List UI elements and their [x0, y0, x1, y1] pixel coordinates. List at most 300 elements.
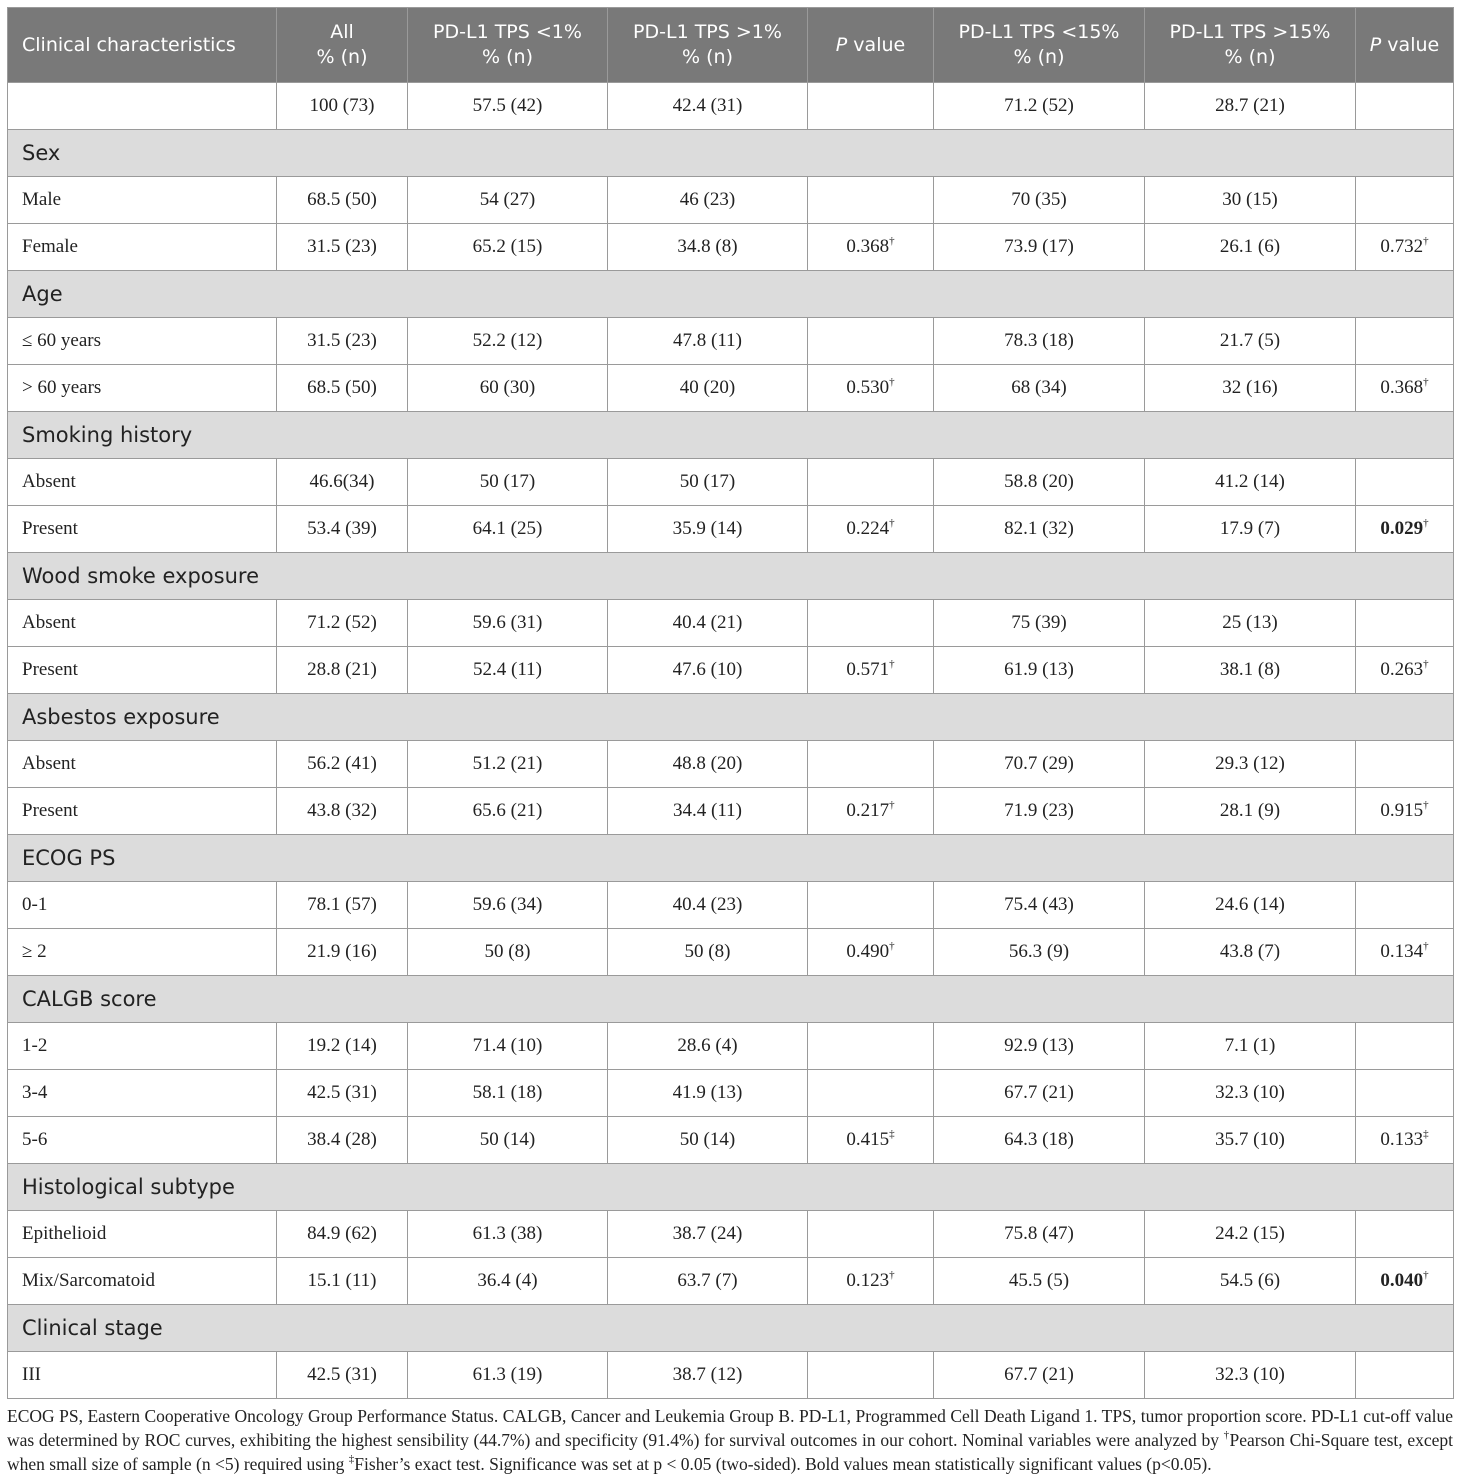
- cell-tps-lt1: [408, 600, 608, 647]
- cell-tps-lt15: [934, 647, 1145, 694]
- cell-value: 0.263: [1380, 659, 1424, 680]
- cell-all: [277, 647, 408, 694]
- cell-value: 42.5 (31): [307, 1082, 377, 1103]
- cell-value: 38.7 (12): [672, 1364, 743, 1385]
- cell-tps-gt1: [608, 365, 808, 412]
- cell-value: 38.1 (8): [1219, 659, 1281, 680]
- cell-value: 40.4 (23): [672, 894, 743, 915]
- cell-value: 53.4 (39): [307, 518, 377, 539]
- cell-all: [277, 365, 408, 412]
- cell-value: 71.2 (52): [1004, 95, 1074, 116]
- cell-tps-gt15: [1145, 83, 1356, 130]
- cell-tps-lt15: [934, 1023, 1145, 1070]
- total-row: [8, 83, 1454, 130]
- cell-value: Present: [22, 518, 78, 539]
- cell-value: 54.5 (6): [1219, 1270, 1281, 1291]
- cell-all: [277, 318, 408, 365]
- cell-tps-gt1: [608, 318, 808, 365]
- cell-tps-gt1: [608, 177, 808, 224]
- group-title: Clinical stage: [8, 1305, 1454, 1352]
- cell-tps-lt1: [408, 647, 608, 694]
- cell-p-value-1: [808, 600, 934, 647]
- table-row: [8, 741, 1454, 788]
- cell-p-value-2: [1356, 1117, 1454, 1164]
- cell-value: 29.3 (12): [1215, 753, 1285, 774]
- cell-characteristic: [8, 600, 277, 647]
- cell-tps-lt15: [934, 882, 1145, 929]
- group-title: ECOG PS: [8, 835, 1454, 882]
- cell-tps-gt15: [1145, 1117, 1356, 1164]
- cell-tps-lt1: [408, 1023, 608, 1070]
- cell-characteristic: [8, 788, 277, 835]
- cell-value: 46 (23): [679, 189, 736, 210]
- table-row: [8, 318, 1454, 365]
- group-title: Sex: [8, 130, 1454, 177]
- cell-value: 36.4 (4): [477, 1270, 538, 1291]
- cell-value: Epithelioid: [22, 1223, 107, 1244]
- cell-tps-lt15: [934, 1352, 1145, 1399]
- cell-p-value-1: [808, 459, 934, 506]
- test-mark: †: [1423, 799, 1429, 811]
- cell-p-value-1: [808, 1352, 934, 1399]
- dagger-mark: †: [1223, 1429, 1230, 1441]
- cell-characteristic: [8, 318, 277, 365]
- cell-value: 67.7 (21): [1004, 1364, 1074, 1385]
- document: [7, 7, 1453, 1476]
- cell-value: 50 (14): [679, 1129, 736, 1150]
- cell-value: 68 (34): [1011, 377, 1067, 398]
- cell-tps-gt15: [1145, 1352, 1356, 1399]
- cell-value: 92.9 (13): [1004, 1035, 1074, 1056]
- cell-tps-lt15: [934, 365, 1145, 412]
- cell-tps-lt15: [934, 224, 1145, 271]
- table-row: [8, 647, 1454, 694]
- cell-tps-gt1: [608, 1117, 808, 1164]
- cell-value: 57.5 (42): [472, 95, 543, 116]
- cell-value: 24.2 (15): [1215, 1223, 1285, 1244]
- cell-value: 61.3 (38): [472, 1223, 543, 1244]
- test-mark: ‡: [1423, 1128, 1429, 1140]
- header-text: PD-L1 TPS >15%: [1169, 21, 1331, 43]
- cell-tps-gt1: [608, 882, 808, 929]
- cell-value: 3-4: [22, 1082, 48, 1103]
- cell-p-value-1: [808, 1258, 934, 1305]
- table-row: [8, 788, 1454, 835]
- test-mark: †: [1423, 940, 1429, 952]
- cell-value: 67.7 (21): [1004, 1082, 1074, 1103]
- header-p-value-1: [808, 8, 934, 83]
- cell-value: 58.8 (20): [1004, 471, 1074, 492]
- cell-value: 60 (30): [479, 377, 536, 398]
- cell-tps-gt15: [1145, 788, 1356, 835]
- cell-value: 0.530: [846, 377, 890, 398]
- table-row: [8, 1117, 1454, 1164]
- table-row: [8, 1023, 1454, 1070]
- cell-tps-gt15: [1145, 177, 1356, 224]
- cell-tps-gt15: [1145, 459, 1356, 506]
- cell-value: 25 (13): [1222, 612, 1278, 633]
- cell-value: 1-2: [22, 1035, 48, 1056]
- cell-value: 38.7 (24): [672, 1223, 743, 1244]
- header-p-value-2: [1356, 8, 1454, 83]
- cell-p-value-2: [1356, 1352, 1454, 1399]
- table-body: [8, 83, 1454, 1399]
- cell-p-value-2: [1356, 1258, 1454, 1305]
- cell-characteristic: [8, 459, 277, 506]
- cell-p-value-2: [1356, 882, 1454, 929]
- cell-tps-lt15: [934, 1211, 1145, 1258]
- cell-p-value-1: [808, 506, 934, 553]
- cell-all: [277, 83, 408, 130]
- cell-value: 42.4 (31): [672, 95, 743, 116]
- cell-value: 28.6 (4): [677, 1035, 738, 1056]
- cell-characteristic: [8, 929, 277, 976]
- header-tps-lt15: [934, 8, 1145, 83]
- cell-tps-gt15: [1145, 1258, 1356, 1305]
- group-header-row: [8, 976, 1454, 1023]
- cell-characteristic: [8, 1070, 277, 1117]
- group-header-row: [8, 835, 1454, 882]
- cell-value: 24.6 (14): [1215, 894, 1285, 915]
- cell-all: [277, 1070, 408, 1117]
- cell-value: 43.8 (32): [307, 800, 377, 821]
- group-title: Wood smoke exposure: [8, 553, 1454, 600]
- cell-p-value-2: [1356, 177, 1454, 224]
- cell-value: 0.029: [1380, 518, 1424, 539]
- cell-value: Absent: [22, 753, 76, 774]
- cell-value: 52.4 (11): [473, 659, 542, 680]
- test-mark: †: [1423, 517, 1429, 529]
- cell-value: 100 (73): [309, 95, 375, 116]
- cell-tps-lt15: [934, 788, 1145, 835]
- cell-tps-gt1: [608, 506, 808, 553]
- cell-value: 0-1: [22, 894, 48, 915]
- cell-all: [277, 506, 408, 553]
- cell-tps-gt15: [1145, 224, 1356, 271]
- cell-tps-gt1: [608, 1070, 808, 1117]
- table-row: [8, 1352, 1454, 1399]
- cell-all: [277, 600, 408, 647]
- cell-p-value-1: [808, 1070, 934, 1117]
- group-title: CALGB score: [8, 976, 1454, 1023]
- cell-value: III: [22, 1364, 41, 1385]
- header-subtext: % (n): [1224, 46, 1276, 68]
- cell-p-value-1: [808, 647, 934, 694]
- group-header-row: [8, 694, 1454, 741]
- cell-value: 71.4 (10): [472, 1035, 543, 1056]
- cell-p-value-2: [1356, 1023, 1454, 1070]
- group-title: Asbestos exposure: [8, 694, 1454, 741]
- header-p-letter: P: [1369, 33, 1382, 56]
- cell-value: Female: [22, 236, 78, 257]
- cell-characteristic: [8, 882, 277, 929]
- cell-value: 26.1 (6): [1219, 236, 1281, 257]
- cell-value: Absent: [22, 471, 76, 492]
- cell-value: 17.9 (7): [1219, 518, 1281, 539]
- cell-value: 48.8 (20): [672, 753, 743, 774]
- cell-value: 64.1 (25): [472, 518, 543, 539]
- cell-value: 75.4 (43): [1004, 894, 1074, 915]
- header-subtext: % (n): [316, 46, 368, 68]
- cell-tps-gt15: [1145, 365, 1356, 412]
- cell-tps-gt1: [608, 1211, 808, 1258]
- cell-value: 59.6 (34): [472, 894, 543, 915]
- cell-tps-lt1: [408, 741, 608, 788]
- cell-all: [277, 1352, 408, 1399]
- cell-p-value-1: [808, 788, 934, 835]
- cell-p-value-2: [1356, 318, 1454, 365]
- cell-value: 56.3 (9): [1008, 941, 1070, 962]
- cell-value: 32 (16): [1222, 377, 1278, 398]
- cell-value: 47.8 (11): [673, 330, 742, 351]
- cell-tps-lt15: [934, 318, 1145, 365]
- test-mark: †: [1423, 235, 1429, 247]
- cell-value: 63.7 (7): [677, 1270, 738, 1291]
- cell-value: ≥ 2: [22, 941, 47, 962]
- cell-tps-gt15: [1145, 600, 1356, 647]
- table-row: [8, 882, 1454, 929]
- group-header-row: [8, 553, 1454, 600]
- table-row: [8, 1211, 1454, 1258]
- cell-tps-lt15: [934, 600, 1145, 647]
- cell-tps-gt15: [1145, 506, 1356, 553]
- table-row: [8, 600, 1454, 647]
- header-all: [277, 8, 408, 83]
- header-text: PD-L1 TPS <1%: [433, 21, 582, 43]
- cell-tps-gt1: [608, 1023, 808, 1070]
- cell-value: 31.5 (23): [307, 330, 377, 351]
- cell-value: 42.5 (31): [307, 1364, 377, 1385]
- header-clinical-characteristics: [8, 8, 277, 83]
- cell-tps-gt1: [608, 83, 808, 130]
- table-row: [8, 929, 1454, 976]
- cell-value: 0.571: [846, 659, 890, 680]
- cell-characteristic: [8, 177, 277, 224]
- cell-value: 0.123: [846, 1270, 890, 1291]
- header-tps-gt1: [608, 8, 808, 83]
- cell-value: 46.6(34): [309, 471, 375, 492]
- cell-value: 58.1 (18): [472, 1082, 543, 1103]
- test-mark: †: [889, 1269, 895, 1281]
- cell-value: 15.1 (11): [307, 1270, 377, 1291]
- cell-value: 70 (35): [1011, 189, 1067, 210]
- footnote-text: ECOG PS, Eastern Cooperative Oncology Group Performance Status. CALGB, Cancer and Leukemia Group B. PD-L1, Programmed Cell Death Ligand 1. TPS, tumor proportion score. PD-L1 cut-off value was determined by ROC curves, exhibiting the highest sensibility (44.7%) and specificity (91.4%) for survival outcomes in our cohort. Nominal variables were analyzed by: [7, 1406, 1453, 1450]
- cell-value: 61.9 (13): [1004, 659, 1074, 680]
- test-mark: †: [1423, 658, 1429, 670]
- cell-value: 21.7 (5): [1219, 330, 1281, 351]
- cell-p-value-1: [808, 1211, 934, 1258]
- header-tps-gt15: [1145, 8, 1356, 83]
- cell-tps-gt1: [608, 224, 808, 271]
- cell-tps-lt1: [408, 882, 608, 929]
- group-header-row: [8, 412, 1454, 459]
- cell-value: 0.040: [1380, 1270, 1424, 1291]
- cell-value: 75.8 (47): [1004, 1223, 1074, 1244]
- header-subtext: % (n): [482, 46, 533, 68]
- cell-value: 34.8 (8): [677, 236, 738, 257]
- cell-value: 28.1 (9): [1219, 800, 1281, 821]
- cell-tps-gt1: [608, 929, 808, 976]
- cell-tps-lt1: [408, 365, 608, 412]
- cell-value: 47.6 (10): [672, 659, 743, 680]
- cell-value: 50 (8): [484, 941, 531, 962]
- cell-value: 50 (8): [684, 941, 731, 962]
- cell-value: 65.6 (21): [472, 800, 543, 821]
- cell-tps-gt15: [1145, 647, 1356, 694]
- cell-p-value-2: [1356, 788, 1454, 835]
- cell-all: [277, 929, 408, 976]
- cell-tps-gt15: [1145, 929, 1356, 976]
- cell-tps-lt1: [408, 929, 608, 976]
- cell-value: 40 (20): [679, 377, 736, 398]
- cell-value: Present: [22, 659, 78, 680]
- table-row: [8, 1070, 1454, 1117]
- cell-p-value-2: [1356, 83, 1454, 130]
- cell-value: 78.1 (57): [307, 894, 377, 915]
- header-subtext: % (n): [1013, 46, 1065, 68]
- cell-tps-lt1: [408, 177, 608, 224]
- cell-tps-lt1: [408, 1117, 608, 1164]
- cell-value: 84.9 (62): [307, 1223, 377, 1244]
- cell-p-value-2: [1356, 647, 1454, 694]
- cell-value: 68.5 (50): [307, 377, 377, 398]
- header-subtext: % (n): [682, 46, 733, 68]
- cell-p-value-2: [1356, 506, 1454, 553]
- header-row: [8, 8, 1454, 83]
- cell-tps-gt1: [608, 741, 808, 788]
- test-mark: †: [889, 940, 895, 952]
- cell-tps-lt1: [408, 318, 608, 365]
- test-mark: †: [889, 517, 895, 529]
- group-header-row: [8, 1305, 1454, 1352]
- cell-value: 52.2 (12): [472, 330, 543, 351]
- cell-p-value-2: [1356, 1211, 1454, 1258]
- cell-value: 30 (15): [1222, 189, 1278, 210]
- cell-tps-lt1: [408, 1352, 608, 1399]
- clinical-characteristics-table: [7, 7, 1454, 1399]
- test-mark: †: [889, 235, 895, 247]
- cell-tps-lt1: [408, 224, 608, 271]
- cell-tps-lt15: [934, 459, 1145, 506]
- cell-value: 68.5 (50): [307, 189, 377, 210]
- cell-value: 43.8 (7): [1219, 941, 1281, 962]
- cell-value: Present: [22, 800, 78, 821]
- cell-tps-gt15: [1145, 318, 1356, 365]
- cell-value: 0.134: [1380, 941, 1424, 962]
- cell-value: 21.9 (16): [307, 941, 377, 962]
- cell-value: 35.9 (14): [672, 518, 743, 539]
- header-text: value: [1381, 33, 1440, 56]
- cell-characteristic: [8, 741, 277, 788]
- cell-value: 50 (14): [479, 1129, 536, 1150]
- test-mark: ‡: [889, 1128, 895, 1140]
- group-header-row: [8, 1164, 1454, 1211]
- cell-p-value-1: [808, 83, 934, 130]
- cell-value: 0.133: [1380, 1129, 1424, 1150]
- test-mark: †: [889, 799, 895, 811]
- cell-value: 65.2 (15): [472, 236, 543, 257]
- group-title: Age: [8, 271, 1454, 318]
- cell-value: 0.732: [1380, 236, 1424, 257]
- cell-value: 45.5 (5): [1008, 1270, 1070, 1291]
- cell-p-value-1: [808, 318, 934, 365]
- cell-value: 32.3 (10): [1215, 1364, 1285, 1385]
- cell-value: 19.2 (14): [307, 1035, 377, 1056]
- cell-all: [277, 788, 408, 835]
- cell-value: 0.490: [846, 941, 890, 962]
- cell-all: [277, 1117, 408, 1164]
- cell-tps-lt1: [408, 788, 608, 835]
- cell-tps-gt1: [608, 647, 808, 694]
- cell-value: > 60 years: [22, 377, 102, 398]
- cell-value: 38.4 (28): [307, 1129, 377, 1150]
- cell-tps-gt15: [1145, 882, 1356, 929]
- cell-tps-lt1: [408, 459, 608, 506]
- cell-all: [277, 1211, 408, 1258]
- cell-characteristic: [8, 1117, 277, 1164]
- table-row: [8, 506, 1454, 553]
- cell-all: [277, 741, 408, 788]
- cell-tps-lt15: [934, 1258, 1145, 1305]
- cell-value: 61.3 (19): [472, 1364, 543, 1385]
- cell-tps-lt15: [934, 177, 1145, 224]
- cell-value: 7.1 (1): [1224, 1035, 1276, 1056]
- test-mark: †: [1423, 376, 1429, 388]
- cell-characteristic: [8, 1352, 277, 1399]
- table-row: [8, 1258, 1454, 1305]
- cell-tps-gt15: [1145, 1211, 1356, 1258]
- cell-tps-gt1: [608, 788, 808, 835]
- header-text: PD-L1 TPS >1%: [633, 21, 782, 43]
- cell-p-value-2: [1356, 600, 1454, 647]
- cell-characteristic: [8, 506, 277, 553]
- cell-value: 78.3 (18): [1004, 330, 1074, 351]
- cell-tps-lt15: [934, 1070, 1145, 1117]
- cell-value: 71.2 (52): [307, 612, 377, 633]
- test-mark: †: [889, 658, 895, 670]
- cell-value: 41.9 (13): [672, 1082, 743, 1103]
- cell-all: [277, 882, 408, 929]
- cell-p-value-1: [808, 929, 934, 976]
- cell-value: Male: [22, 189, 62, 210]
- header-tps-lt1: [408, 8, 608, 83]
- cell-value: 28.7 (21): [1215, 95, 1285, 116]
- cell-value: 0.368: [846, 236, 890, 257]
- cell-characteristic: [8, 365, 277, 412]
- cell-value: 50 (17): [479, 471, 536, 492]
- cell-all: [277, 1258, 408, 1305]
- cell-value: 35.7 (10): [1215, 1129, 1285, 1150]
- cell-value: 0.224: [846, 518, 890, 539]
- cell-value: 71.9 (23): [1004, 800, 1074, 821]
- cell-value: 50 (17): [679, 471, 736, 492]
- cell-all: [277, 1023, 408, 1070]
- footnote-text: Pearson Chi-Square test, except when small size of sample (n <5) required using: [7, 1430, 1454, 1474]
- cell-all: [277, 177, 408, 224]
- header-text: PD-L1 TPS <15%: [958, 21, 1120, 43]
- cell-p-value-2: [1356, 929, 1454, 976]
- cell-tps-gt15: [1145, 1070, 1356, 1117]
- cell-tps-lt15: [934, 1117, 1145, 1164]
- header-text: All: [330, 21, 354, 43]
- cell-tps-gt1: [608, 1352, 808, 1399]
- cell-value: 75 (39): [1011, 612, 1067, 633]
- cell-tps-gt1: [608, 459, 808, 506]
- cell-value: 73.9 (17): [1004, 236, 1074, 257]
- test-mark: †: [889, 376, 895, 388]
- table-row: [8, 365, 1454, 412]
- cell-tps-gt1: [608, 1258, 808, 1305]
